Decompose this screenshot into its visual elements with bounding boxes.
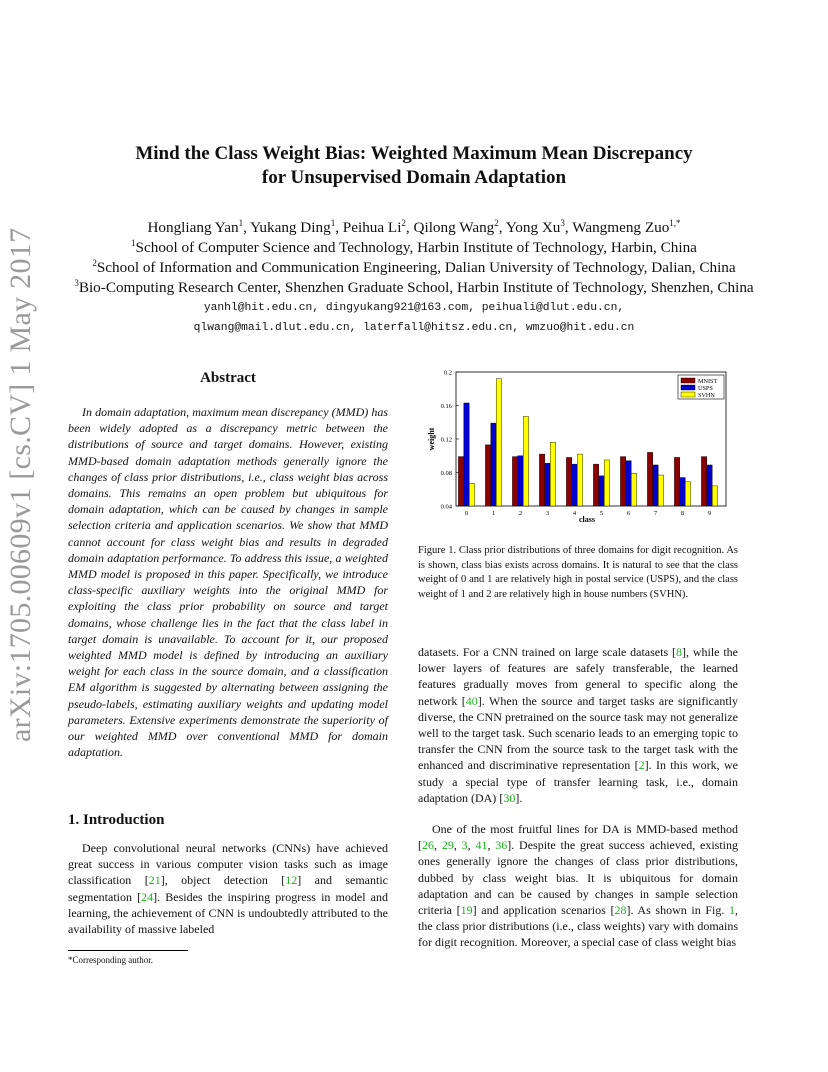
bar-usps [653,465,658,506]
bar-mnist [620,457,625,506]
title-line-2: for Unsupervised Domain Adaptation [261,167,567,188]
intro-paragraph: Deep convolutional neural networks (CNNs) have achieved great success in various computer vision tasks such as image classification [21], object detection [12] and semantic segmentation [24]. Besides the inspiring progress in model and learning, the achievement of CNN is undoubtedly attributed to the availability of massive labeled [68,841,388,937]
bar-usps [626,461,631,506]
x-tick-label: 0 [464,510,469,517]
legend-label: USPS [698,385,713,392]
bar-svhn [604,460,609,506]
author-name: Yong Xu$^3$ [505,217,565,236]
author-name: Wangmeng Zuo$^{1,*}$ [572,217,681,236]
abstract-heading: Abstract [200,370,256,386]
bar-usps [464,403,469,506]
x-tick-label: 1 [491,510,496,517]
bar-mnist [458,457,463,506]
citation-link[interactable]: 41 [475,838,488,853]
legend-label: SVHN [698,392,715,399]
title-line-1: Mind the Class Weight Bias: Weighted Maximum Mean Discrepancy [135,143,693,164]
bar-usps [599,476,604,506]
figure-1-chart [416,364,742,526]
y-tick-label: 0.08 [440,470,452,477]
citation-link[interactable]: 1 [729,903,735,918]
citation-link[interactable]: 12 [285,873,298,888]
bar-mnist [512,457,517,506]
author-name: Qilong Wang$^2$ [413,217,499,236]
y-tick-label: 0.16 [440,403,452,410]
bar-svhn [496,379,501,506]
author-block [0,218,828,338]
bar-usps [680,478,685,506]
bar-usps [545,463,550,506]
citation-link[interactable]: 28 [614,903,627,918]
x-tick-label: 4 [572,510,577,517]
author-sup: 1,* [669,217,681,228]
bar-svhn [469,483,474,506]
footnote-rule [68,950,188,951]
bar-mnist [701,457,706,506]
affiliation-line: $^2$School of Information and Communication Engineering, Dalian University of Technology, Dalian, China [92,257,736,276]
legend-label: MNIST [698,378,718,385]
x-tick-label: 9 [707,510,712,517]
citation-link[interactable]: 19 [460,903,473,918]
bar-svhn [685,482,690,506]
author-names: Hongliang Yan$^1$, Yukang Ding$^1$, Peihua Li$^2$, Qilong Wang$^2$, Yong Xu$^3$, Wangmeng Zuo$^{1,*}$ [147,217,681,236]
x-tick-label: 6 [626,510,631,517]
bar-svhn [712,486,717,506]
affiliations [0,238,828,298]
citation-link[interactable]: 8 [675,645,682,659]
x-tick-label: 8 [680,510,685,517]
affiliation-line: $^3$Bio-Computing Research Center, Shenzhen Graduate School, Harbin Institute of Technology, Shenzhen, China [74,277,754,296]
x-axis-label: class [579,515,595,524]
author-sup: 3 [560,217,565,228]
bar-svhn [550,442,555,506]
emails-line-1: yanhl@hit.edu.cn, dingyukang921@163.com, peihuali@dlut.edu.cn, [203,302,625,314]
bar-mnist [593,464,598,506]
bar-mnist [485,445,490,506]
author-name: Peihua Li$^2$ [342,217,406,236]
x-tick-label: 3 [545,510,550,517]
bar-usps [707,465,712,506]
abstract-text: In domain adaptation, maximum mean discrepancy (MMD) has been widely adopted as a discrepancy metric between the distributions of source and target domains. However, existing MMD-based domain adaptation methods generally ignore the changes of class prior distributions, i.e., class weight bias across domains. This remains an open problem but ubiquitous for domain adaptation, which can be caused by changes in sample selection criteria and application scenarios. We show that MMD cannot account for class weight bias and results in degraded domain adaptation performance. To address this issue, a weighted MMD model is proposed in this paper. Specifically, we introduce class-specific auxiliary weights into the original MMD for exploiting the class prior probability on source and target domains, whose challenge lies in the fact that the class label in target domain is unavailable. To account for it, our proposed weighted MMD model is defined by introducing an auxiliary weight for each class in the source domain, and a classification EM algorithm is suggested by alternating between assigning the pseudo-labels, estimating auxiliary weights and updating model parameters. Extensive experiments demonstrate the superiority of our weighted MMD over conventional MMD for domain adaptation. [68,405,388,760]
bar-usps [491,423,496,506]
bar-mnist [539,454,544,506]
bar-mnist [674,457,679,506]
author-sup: 1 [238,217,244,228]
citation-link[interactable]: 29 [441,838,454,853]
citation-link[interactable]: 21 [148,873,161,888]
citation-link[interactable]: 30 [503,790,516,805]
citation-link[interactable]: 40 [465,693,478,708]
legend-swatch [681,378,695,383]
author-sup: 2 [494,217,499,228]
intro-heading: 1. Introduction [68,812,165,828]
paper-title [0,142,828,190]
right-paragraph-1: datasets. For a CNN trained on large scale datasets [8], while the lower layers of features are safely transferable, the learned features gradually moves from general to specific along the network [40]. When the source and target tasks are significantly diverse, the CNN pretrained on the source task may not generalize well to the target task. Such scenario leads to an emerging topic to transfer the CNN from the source task to the target task with the enhanced and discriminative representation [2]. In this work, we study a special type of transfer learning task, i.e., domain adaptation (DA) [30]. [418,645,738,805]
affiliation-line: $^1$School of Computer Science and Technology, Harbin Institute of Technology, Harbin, China [131,237,697,256]
bar-svhn [523,416,528,506]
emails-line-2: qlwang@mail.dlut.edu.cn, laterfall@hitsz.edu.cn, wmzuo@hit.edu.cn [193,322,635,334]
legend-swatch [681,392,695,397]
x-tick-label: 2 [518,510,523,517]
citation-link[interactable]: 36 [495,838,508,853]
figure-1-caption: Figure 1. Class prior distributions of three domains for digit recognition. As is shown, class bias exists across domains. It is natural to see that the class weight of 0 and 1 are relatively high in postal service (USPS), and the class weight of 1 and 2 are relatively high in house numbers (SVHN). [418,545,738,600]
bar-svhn [577,454,582,506]
citation-link[interactable]: 24 [141,889,154,904]
citation-link[interactable]: 26 [422,838,434,853]
x-tick-label: 7 [653,510,658,517]
bar-mnist [566,457,571,506]
author-name: Hongliang Yan$^1$ [147,217,244,236]
bar-chart [416,364,742,526]
arxiv-side-label: arXiv:1705.00609v1 [cs.CV] 1 May 2017 [4,227,37,742]
x-tick-label: 5 [599,510,604,517]
bar-svhn [631,473,636,506]
y-tick-label: 0.12 [440,436,452,444]
bar-usps [518,456,523,506]
author-name: Yukang Ding$^1$ [250,217,336,236]
citation-link[interactable]: 2 [638,758,645,773]
bar-mnist [647,452,652,506]
author-sup: 2 [401,217,406,228]
footnote: *Corresponding author. [68,955,153,965]
author-sup: 1 [330,217,336,228]
y-axis-label: weight [427,427,436,451]
y-tick-label: 0.2 [443,369,452,377]
y-tick-label: 0.04 [440,503,452,511]
right-paragraph-2: One of the most fruitful lines for DA is MMD-based method [26, 29, 3, 41, 36]. Despite the great success achieved, existing ones generally ignore the changes of class prior distributions, dubbed by class weight bias. It is ubiquitous for domain adaptation and can be caused by changes in sample selection criteria [19] and application scenarios [28]. As shown in Fig. 1, the class prior distributions (i.e., class weights) vary with domains for digit recognition. Moreover, a special case of class weight bias [418,822,739,950]
bar-usps [572,464,577,506]
legend-swatch [681,385,695,390]
citation-link[interactable]: 3 [461,838,468,853]
bar-svhn [658,475,663,506]
